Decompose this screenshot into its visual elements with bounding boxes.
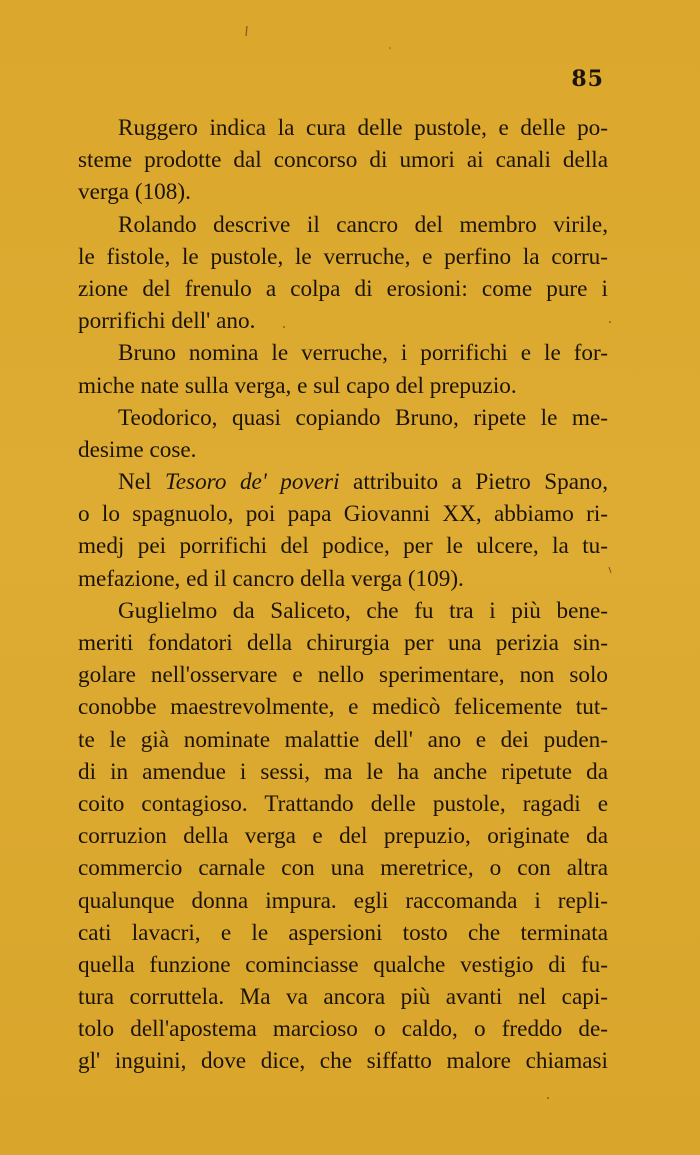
- text-line: Rolando descrive il cancro del membro virile,: [118, 211, 608, 238]
- text-line: o lo spagnuolo, poi papa Giovanni XX, abbiamo ri-: [78, 501, 608, 528]
- text-line-with-title: [78, 466, 608, 498]
- speck: [547, 1097, 549, 1099]
- text-line: zione del frenulo a colpa di erosioni: come pure i: [78, 275, 608, 302]
- body-text: [78, 112, 608, 1078]
- text-line: verga (108).: [78, 179, 191, 206]
- text-fragment: Nel: [118, 469, 152, 496]
- text-line: di in amendue i sessi, ma le ha anche ripetute da: [78, 758, 608, 785]
- text-line: steme prodotte dal concorso di umori ai canali della: [78, 147, 608, 174]
- text-line: qualunque donna impura. egli raccomanda i repli-: [78, 887, 608, 914]
- text-line: miche nate sulla verga, e sul capo del prepuzio.: [78, 372, 517, 399]
- book-title: Tesoro de' poveri: [165, 469, 340, 496]
- text-line: Teodorico, quasi copiando Bruno, ripete le me-: [118, 404, 608, 431]
- speck: [609, 321, 611, 323]
- text-line: le fistole, le pustole, le verruche, e perfino la corru-: [78, 243, 608, 270]
- page-number: 85: [571, 66, 604, 92]
- text-line: Guglielmo da Saliceto, che fu tra i più bene-: [118, 597, 608, 624]
- text-line: golare nell'osservare e nello sperimentare, non solo: [78, 662, 608, 689]
- text-line: te le già nominate malattie dell' ano e dei puden-: [78, 726, 608, 753]
- text-line: mefazione, ed il cancro della verga (109).: [78, 565, 464, 592]
- text-line: cati lavacri, e le aspersioni tosto che terminata: [78, 919, 608, 946]
- text-line: Ruggero indica la cura delle pustole, e delle po-: [118, 115, 608, 141]
- text-line: porrifichi dell' ano.: [78, 308, 256, 335]
- text-line: meriti fondatori della chirurgia per una perizia sin-: [78, 630, 608, 656]
- speck: [609, 567, 611, 573]
- text-line: tura corruttela. Ma va ancora più avanti nel capi-: [78, 984, 608, 1011]
- text-line: commercio carnale con una meretrice, o con altra: [78, 855, 608, 882]
- text-line: conobbe maestrevolmente, e medicò felicemente tut-: [78, 694, 608, 721]
- text-line: quella funzione cominciasse qualche vestigio di fu-: [78, 951, 608, 978]
- text-line: desime cose.: [78, 436, 197, 463]
- text-line: coito contagioso. Trattando delle pustole, ragadi e: [78, 790, 608, 817]
- text-line: corruzion della verga e del prepuzio, originate da: [78, 823, 608, 850]
- text-line: tolo dell'apostema marcioso o caldo, o freddo de-: [78, 1016, 608, 1043]
- text-fragment: attribuito a Pietro Spano,: [353, 469, 608, 496]
- text-line: Bruno nomina le verruche, i porrifichi e le for-: [118, 340, 608, 367]
- speck: [389, 47, 391, 49]
- ink-mark: [246, 26, 247, 36]
- text-line: medj pei porrifichi del podice, per le ulcere, la tu-: [78, 533, 608, 560]
- text-line: gl' inguini, dove dice, che siffatto malore chiamasi: [78, 1048, 608, 1075]
